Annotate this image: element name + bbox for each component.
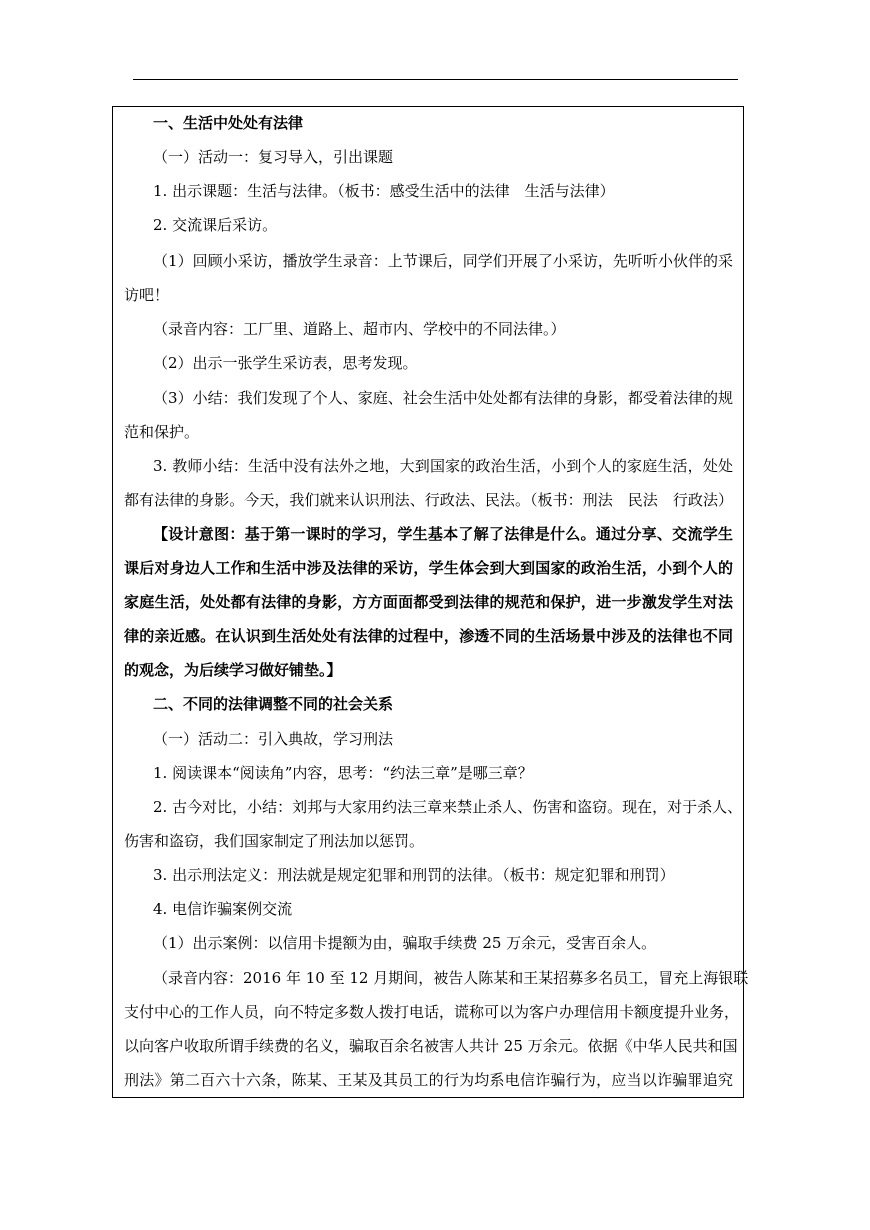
paragraph: 1. 出示课题：生活与法律。（板书：感受生活中的法律 生活与法律）	[153, 182, 615, 200]
design-intent: 家庭生活，处处都有法律的身影，方方面面都受到法律的规范和保护，进一步激发学生对法	[124, 593, 733, 611]
paragraph: 访吧！	[124, 286, 170, 304]
paragraph: （2）出示一张学生采访表，思考发现。	[153, 354, 418, 372]
paragraph: （录音内容：工厂里、道路上、超市内、学校中的不同法律。）	[153, 320, 566, 338]
recording-text: 以向客户收取所谓手续费的名义，骗取百余名被害人共计 25 万余元。依据《中华人民共和国	[124, 1037, 738, 1055]
paragraph: （1）出示案例：以信用卡提额为由，骗取手续费 25 万余元，受害百余人。	[153, 934, 657, 952]
heading-1: 一、生活中处处有法律	[153, 114, 304, 132]
paragraph: （一）活动二：引入典故，学习刑法	[153, 730, 394, 748]
paragraph: 伤害和盗窃，我们国家制定了刑法加以惩罚。	[124, 832, 425, 850]
paragraph: 2. 交流课后采访。	[153, 216, 278, 234]
paragraph: 1. 阅读课本“阅读角”内容，思考：“约法三章”是哪三章？	[153, 764, 533, 782]
header-rule	[133, 79, 738, 80]
recording-text: （录音内容：2016 年 10 至 12 月期间，被告人陈某和王某招募多名员工，冒充上海银联	[153, 969, 749, 987]
design-intent: 课后对身边人工作和生活中涉及法律的采访，学生体会到大到国家的政治生活，小到个人的	[124, 559, 733, 577]
heading-2: 二、不同的法律调整不同的社会关系	[153, 695, 394, 713]
paragraph: 都有法律的身影。今天，我们就来认识刑法、行政法、民法。（板书：刑法 民法 行政法）	[124, 491, 733, 509]
design-intent: 【设计意图：基于第一课时的学习，学生基本了解了法律是什么。通过分享、交流学生	[153, 525, 733, 543]
paragraph: 4. 电信诈骗案例交流	[153, 900, 293, 918]
paragraph: 范和保护。	[124, 423, 200, 441]
paragraph: （1）回顾小采访，播放学生录音：上节课后，同学们开展了小采访，先听听小伙伴的采	[153, 252, 733, 270]
paragraph: 3. 出示刑法定义：刑法就是规定犯罪和刑罚的法律。（板书：规定犯罪和刑罚）	[153, 866, 675, 884]
paragraph: 3. 教师小结：生活中没有法外之地，大到国家的政治生活，小到个人的家庭生活，处处	[153, 457, 733, 475]
paragraph: （3）小结：我们发现了个人、家庭、社会生活中处处都有法律的身影，都受着法律的规	[153, 389, 733, 407]
paragraph: 2. 古今对比，小结：刘邦与大家用约法三章来禁止杀人、伤害和盗窃。现在，对于杀人、	[153, 798, 743, 816]
design-intent: 的观念，为后续学习做好铺垫。】	[124, 661, 342, 679]
paragraph: （一）活动一：复习导入，引出课题	[153, 148, 394, 166]
recording-text: 刑法》第二百六十六条，陈某、王某及其员工的行为均系电信诈骗行为，应当以诈骗罪追究	[124, 1071, 733, 1089]
recording-text: 支付中心的工作人员，向不特定多数人拨打电话，谎称可以为客户办理信用卡额度提升业务，	[124, 1003, 740, 1021]
design-intent: 律的亲近感。在认识到生活处处有法律的过程中，渗透不同的生活场景中涉及的法律也不同	[124, 627, 733, 645]
